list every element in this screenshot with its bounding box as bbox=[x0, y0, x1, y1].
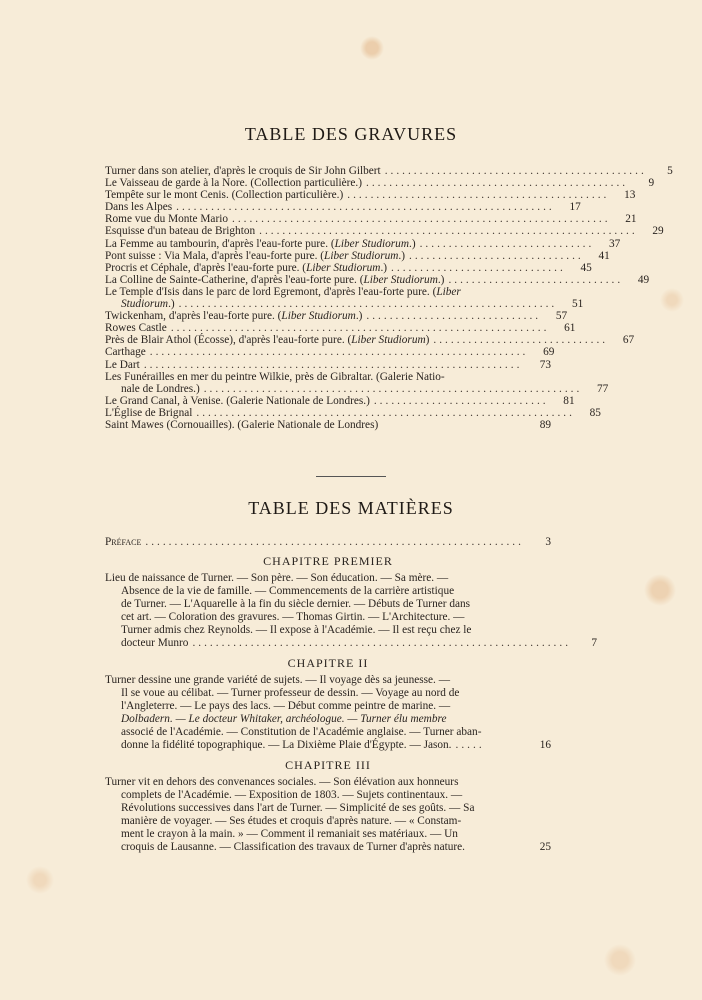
list-item-line1: Le Temple d'Isis dans le parc de lord Egremont, d'après l'eau-forte pure. (Liber bbox=[105, 285, 461, 298]
list-item: Turner dans son atelier, d'après le croquis de Sir John Gilbert ............................................. 5 bbox=[105, 165, 673, 177]
list-item: La Femme au tambourin, d'après l'eau-forte pure. (Liber Studiorum.) .............................. 37 bbox=[105, 237, 621, 250]
gravures-list bbox=[105, 165, 673, 431]
chapter-summary: Turner vit en dehors des convenances sociales. — Son élévation aux honneurs complets de l'Académie. — Exposition de 1803. — Sujets continentaux. — Révolutions successives dans l'art de Turner. — Simplicité de ses goûts. — Sa manière de voyager. — Ses études et croquis d'après nature. — « Constam- ment le crayon à la main. » — Comment il remaniait ses matériaux. — Un croquis de Lausanne. — Classification des travaux de Turner d'après nature. 25 bbox=[105, 776, 551, 854]
list-item: Esquisse d'un bateau de Brighton ................................................................. 29 bbox=[105, 225, 664, 238]
list-item: Rome vue du Monte Mario ................................................................. 21 bbox=[105, 213, 637, 226]
list-item-line1: Les Funérailles en mer du peintre Wilkie, près de Gibraltar. (Galerie Natio- bbox=[105, 370, 445, 383]
list-item: Procris et Céphale, d'après l'eau-forte pure. (Liber Studiorum.) .............................. 45 bbox=[105, 261, 592, 274]
list-item: Le Vaisseau de garde à la Nore. (Collection particulière.) ............................................. 9 bbox=[105, 177, 655, 190]
list-item: La Colline de Sainte-Catherine, d'après l'eau-forte pure. (Liber Studiorum.) .............................. 49 bbox=[105, 273, 650, 286]
list-item: Tempête sur le mont Cenis. (Collection particulière.) ............................................. 13 bbox=[105, 189, 636, 202]
gravures-title: TABLE DES GRAVURES bbox=[244, 124, 458, 144]
chapter-title: CHAPITRE PREMIER bbox=[263, 554, 393, 569]
chapter-summary: Lieu de naissance de Turner. — Son père. — Son éducation. — Sa mère. — Absence de la vie de famille. — Commencements de la carrière artistique de Turner. — L'Aquarelle à la fin du siècle dernier. — Débuts de Turner dans cet art. — Coloration des gravures. — Thomas Girtin. — L'Architecture. — Turner admis chez Reynolds. — Il expose à l'Académie. — Il est reçu chez le docteur Munro ................................................................. 7 bbox=[105, 572, 598, 650]
list-item: Pont suisse : Via Mala, d'après l'eau-forte pure. (Liber Studiorum.) .............................. 41 bbox=[105, 249, 610, 262]
list-item: Carthage ................................................................. 69 bbox=[105, 346, 555, 359]
list-item: Studiorum.) ................................................................. 51 bbox=[121, 298, 584, 311]
list-item: Près de Blair Athol (Écosse), d'après l'eau-forte pure. (Liber Studiorum) .............................. 67 bbox=[105, 334, 635, 347]
list-item: L'Église de Brignal ................................................................. 85 bbox=[105, 406, 601, 419]
list-item: Saint Mawes (Cornouailles). (Galerie Nationale de Londres) 89 bbox=[105, 418, 551, 431]
list-item: Dans les Alpes ................................................................. 17 bbox=[105, 201, 581, 214]
list-item: Le Grand Canal, à Venise. (Galerie Nationale de Londres.) .............................. 81 bbox=[105, 394, 575, 407]
list-item: Le Dart ................................................................. 73 bbox=[105, 358, 551, 371]
chapter-title: CHAPITRE II bbox=[287, 656, 369, 671]
matieres-list bbox=[105, 536, 598, 854]
list-item: nale de Londres.) ................................................................. 77 bbox=[121, 382, 609, 395]
chapter-summary: Turner dessine une grande variété de sujets. — Il voyage dès sa jeunesse. — Il se voue au célibat. — Turner professeur de dessin. — Voyage au nord de l'Angleterre. — Le pays des lacs. — Début comme peintre de marine. — Dolbadern. — Le docteur Whitaker, archéologue. — Turner élu membre associé de l'Académie. — Constitution de l'Académie anglaise. — Turner aban- donne la fidélité topographique. — La Dixième Plaie d'Égypte. — Jason. ..... 16 bbox=[105, 674, 551, 752]
section-divider bbox=[316, 476, 386, 477]
matieres-title: TABLE DES MATIÈRES bbox=[248, 498, 454, 518]
chapter-title: CHAPITRE III bbox=[285, 758, 371, 773]
list-item: Rowes Castle ................................................................. 61 bbox=[105, 322, 576, 335]
preface-entry: Préface ................................................................. 3 bbox=[105, 536, 551, 548]
list-item: Twickenham, d'après l'eau-forte pure. (Liber Studiorum.) .............................. 57 bbox=[105, 310, 568, 323]
